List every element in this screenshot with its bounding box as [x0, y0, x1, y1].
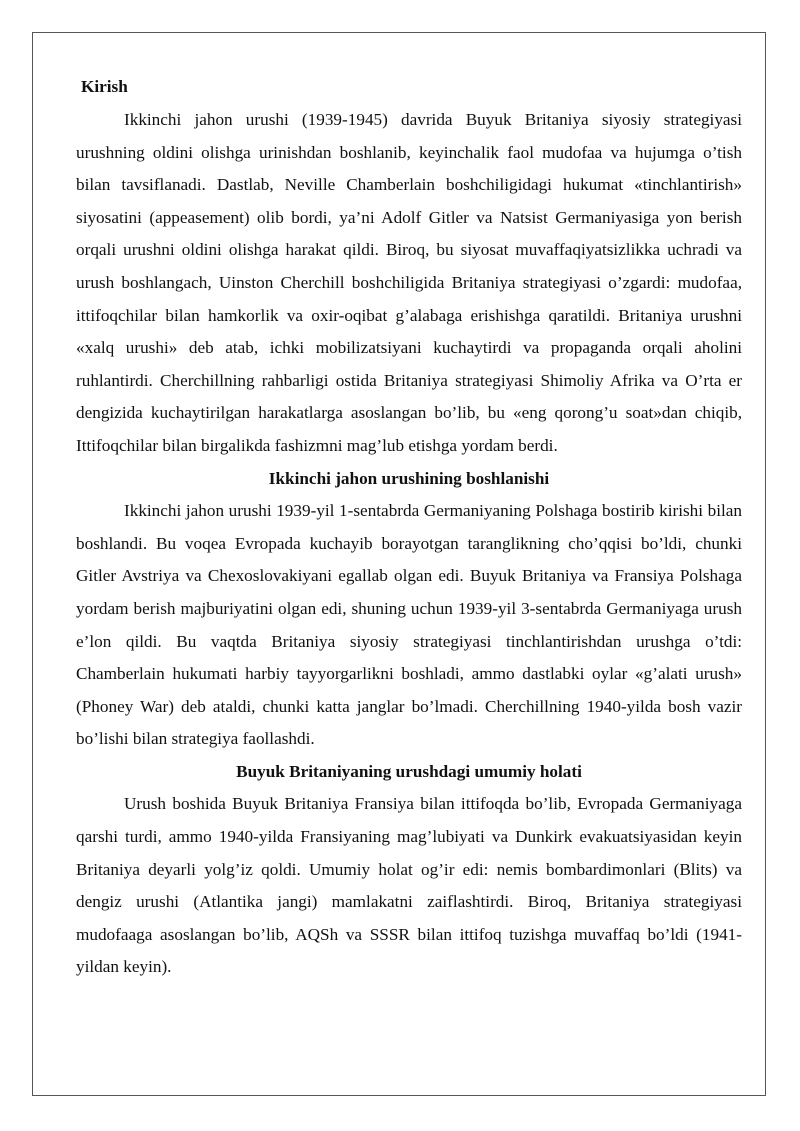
section-heading-war-start: Ikkinchi jahon urushining boshlanishi: [268, 468, 550, 488]
section-paragraph-kirish: Ikkinchi jahon urushi (1939-1945) davrida Buyuk Britaniya siyosiy strategiyasi urushning oldini olishga urinishdan boshlanib, keyinchalik faol mudofaa va hujumga o’tish bilan tavsiflanadi. Dastlab, Neville Chamberlain boshchiligidagi hukumat «tinchlantirish» siyosatini (appeasement) olib bordi, ya’ni Adolf Gitler va Natsist Germaniyasiga yon berish orqali urushni oldini olishga harakat qildi. Biroq, bu siyosat muvaffaqiyatsizlikka uchradi va urush boshlangach, Uinston Cherchill boshchiligida Britaniya strategiyasi o’zgardi: mudofaa, ittifoqchilar bilan hamkorlik va oxir-oqibat g’alabaga erishishga qaratildi. Britaniya urushni «xalq urushi» deb atab, ichki mobilizatsiyani kuchaytirdi va propaganda orqali aholini ruhlantirdi. Cherchillning rahbarligi ostida Britaniya strategiyasi Shimoliy Afrika va O’rta er dengizida kuchaytirilgan harakatlarga asoslangan bo’lib, bu «eng qorong’u soat»dan chiqib, Ittifoqchilar bilan birgalikda fashizmni mag’lub etishga yordam berdi.: [76, 110, 742, 455]
document-body: [76, 74, 742, 984]
section-paragraph-war-start: Ikkinchi jahon urushi 1939-yil 1-sentabrda Germaniyaning Polshaga bostirib kirishi bilan boshlandi. Bu voqea Evropada kuchayib borayotgan taranglikning cho’qqisi bo’ldi, chunki Gitler Avstriya va Chexoslovakiyani egallab olgan edi. Buyuk Britaniya va Fransiya Polshaga yordam berish majburiyatini olgan edi, shuning uchun 1939-yil 3-sentabrda Germaniyaga urush e’lon qildi. Bu vaqtda Britaniya siyosiy strategiyasi tinchlantirishdan urushga o’tdi: Chamberlain hukumati harbiy tayyorgarlikni boshladi, ammo dastlabki oylar «g’alati urush» (Phoney War) deb ataldi, chunki katta janglar bo’lmadi. Cherchillning 1940-yilda bosh vazir bo’lishi bilan strategiya faollashdi.: [76, 501, 742, 749]
section-heading-general-situation: Buyuk Britaniyaning urushdagi umumiy holati: [236, 761, 582, 781]
section-paragraph-general-situation: Urush boshida Buyuk Britaniya Fransiya bilan ittifoqda bo’lib, Evropada Germaniyaga qarshi turdi, ammo 1940-yilda Fransiyaning mag’lubiyati va Dunkirk evakuatsiyasidan keyin Britaniya deyarli yolg’iz qoldi. Umumiy holat og’ir edi: nemis bombardimonlari (Blits) va dengiz urushi (Atlantika jangi) mamlakatni zaiflashtirdi. Biroq, Britaniya strategiyasi mudofaaga asoslangan bo’lib, AQSh va SSSR bilan ittifoq tuzishga muvaffaq bo’ldi (1941-yildan keyin).: [76, 794, 742, 977]
section-heading-kirish: Kirish: [81, 77, 128, 96]
